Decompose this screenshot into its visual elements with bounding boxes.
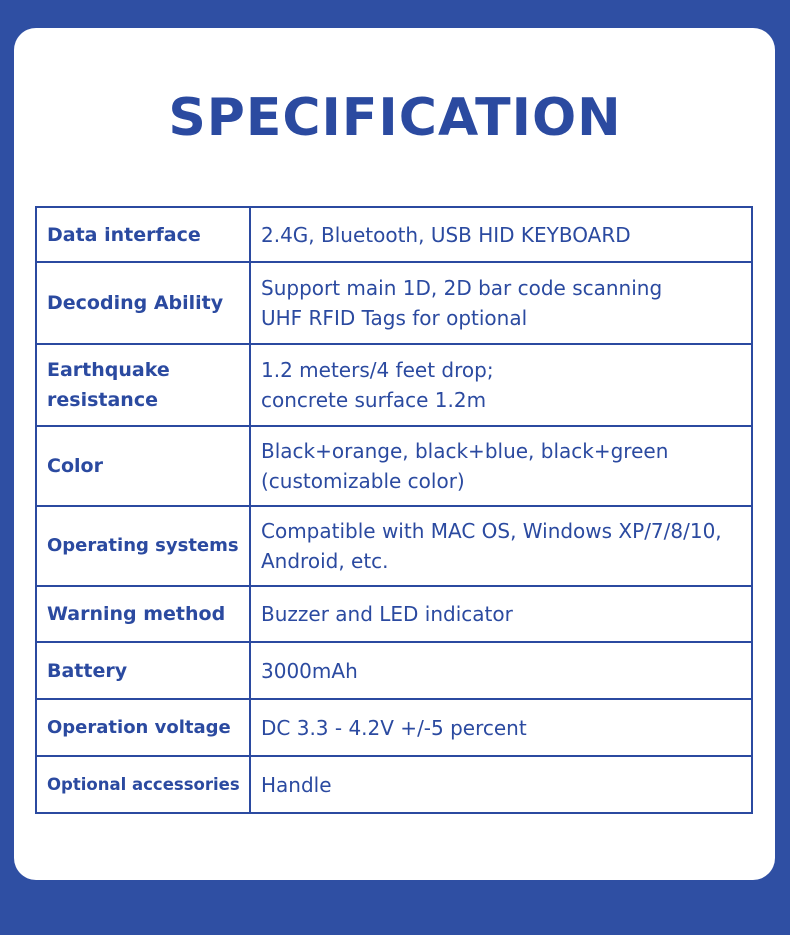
value-line: Android, etc. — [261, 549, 389, 573]
value-line: UHF RFID Tags for optional — [261, 306, 528, 330]
row-label: Decoding Ability — [36, 262, 250, 344]
value-line: 3000mAh — [261, 658, 358, 683]
row-label: Optional accessories — [36, 756, 250, 813]
row-value — [250, 262, 752, 344]
row-value — [250, 642, 752, 699]
row-label: Warning method — [36, 586, 250, 642]
row-value — [250, 344, 752, 426]
row-label — [36, 344, 250, 426]
table-row — [36, 756, 752, 813]
table-row — [36, 426, 752, 506]
table-row — [36, 586, 752, 642]
row-value — [250, 756, 752, 813]
label-line: resistance — [47, 389, 158, 411]
row-label: Color — [36, 426, 250, 506]
page-title: SPECIFICATION — [168, 88, 622, 148]
value-line: Support main 1D, 2D bar code scanning — [261, 276, 663, 300]
row-value — [250, 699, 752, 756]
table-row — [36, 642, 752, 699]
table-row — [36, 207, 752, 262]
value-line: concrete surface 1.2m — [261, 388, 487, 412]
table-row — [36, 344, 752, 426]
row-value — [250, 207, 752, 262]
row-label: Operation voltage — [36, 699, 250, 756]
row-label: Data interface — [36, 207, 250, 262]
value-line: Buzzer and LED indicator — [261, 602, 513, 626]
value-line: Compatible with MAC OS, Windows XP/7/8/10, — [261, 519, 722, 543]
value-line: 1.2 meters/4 feet drop; — [261, 358, 494, 382]
row-label: Operating systems — [36, 506, 250, 586]
value-line: (customizable color) — [261, 469, 465, 493]
row-value — [250, 506, 752, 586]
value-line: Black+orange, black+blue, black+green — [261, 439, 669, 463]
value-line: DC 3.3 - 4.2V +/-5 percent — [261, 715, 527, 740]
table-row — [36, 699, 752, 756]
value-line: 2.4G, Bluetooth, USB HID KEYBOARD — [261, 222, 631, 247]
row-value — [250, 426, 752, 506]
value-line: Handle — [261, 772, 332, 797]
label-line: Earthquake — [47, 359, 170, 381]
table-row — [36, 262, 752, 344]
spec-table — [35, 206, 753, 814]
row-label: Battery — [36, 642, 250, 699]
row-value — [250, 586, 752, 642]
table-row — [36, 506, 752, 586]
